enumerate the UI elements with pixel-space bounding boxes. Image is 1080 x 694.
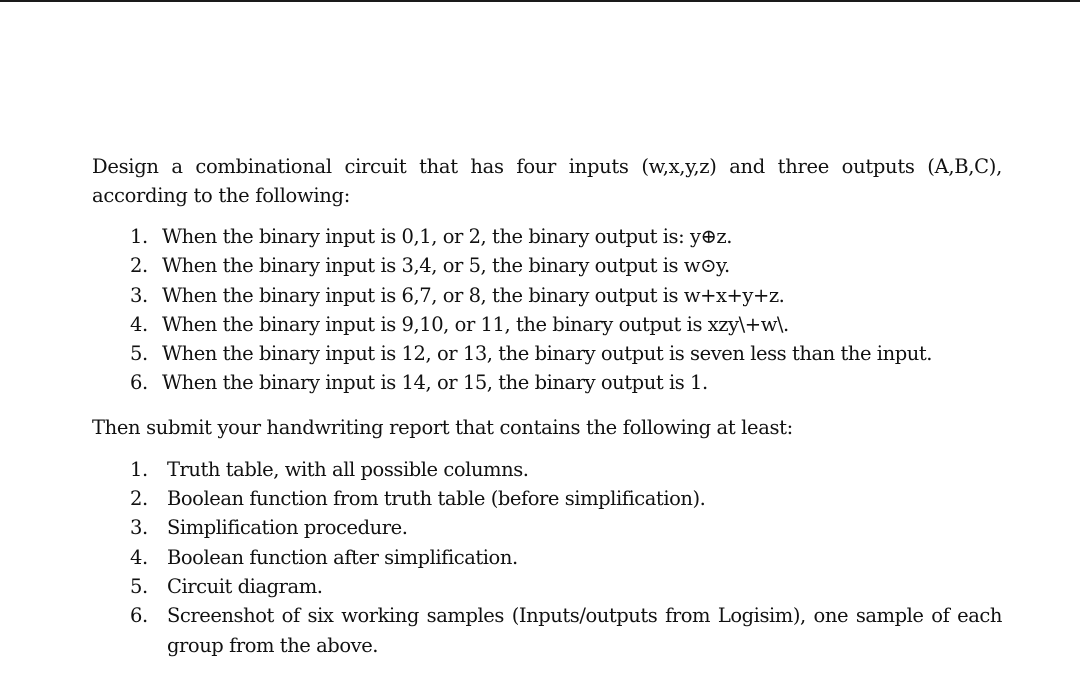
list-number: 5. <box>130 342 148 366</box>
list-text: When the binary input is 0,1, or 2, the binary output is: y⊕z. <box>162 225 732 248</box>
list-item <box>130 513 1002 542</box>
list-text: When the binary input is 9,10, or 11, the binary output is xzy\+w\. <box>162 312 789 336</box>
list-item <box>130 339 1002 368</box>
requirements-list <box>92 222 1002 398</box>
report-items-list <box>92 455 1002 660</box>
list-text: When the binary input is 12, or 13, the binary output is seven less than the input. <box>162 342 932 366</box>
list-text: Simplification procedure. <box>167 516 408 540</box>
list-item <box>130 281 1002 310</box>
list-text: Screenshot of six working samples (Inputs/outputs from Logisim), one sample of each group from the above. <box>167 604 1002 657</box>
list-item <box>130 368 1002 397</box>
list-text: Boolean function from truth table (before simplification). <box>167 487 706 511</box>
intro-paragraph: Design a combinational circuit that has four inputs (w,x,y,z) and three outputs (A,B,C), according to the following: <box>92 155 1002 207</box>
list-item <box>130 543 1002 572</box>
list-text: When the binary input is 6,7, or 8, the binary output is w+x+y+z. <box>162 283 785 307</box>
top-border-line <box>0 0 1080 2</box>
list-item <box>130 572 1002 601</box>
list-number: 1. <box>130 225 148 248</box>
document-page <box>92 152 1002 660</box>
list-item <box>130 484 1002 513</box>
list-number: 3. <box>130 283 148 307</box>
list-item <box>130 222 1002 251</box>
list-number: 2. <box>130 254 148 278</box>
list-text: Truth table, with all possible columns. <box>167 457 529 481</box>
list-number: 5. <box>130 574 148 598</box>
list-number: 6. <box>130 604 148 628</box>
list-number: 4. <box>130 312 148 336</box>
list-number: 6. <box>130 371 148 395</box>
list-item <box>130 251 1002 280</box>
list-number: 2. <box>130 487 148 511</box>
list-text: When the binary input is 14, or 15, the binary output is 1. <box>162 371 708 395</box>
list-text: When the binary input is 3,4, or 5, the binary output is w⊙y. <box>162 254 730 278</box>
list-number: 4. <box>130 545 148 569</box>
list-item <box>130 601 1002 660</box>
list-text: Boolean function after simplification. <box>167 545 518 569</box>
list-item <box>130 310 1002 339</box>
list-text: Circuit diagram. <box>167 574 323 598</box>
report-intro-paragraph: Then submit your handwriting report that contains the following at least: <box>92 415 793 439</box>
list-number: 3. <box>130 516 148 540</box>
list-number: 1. <box>130 457 148 481</box>
list-item <box>130 455 1002 484</box>
